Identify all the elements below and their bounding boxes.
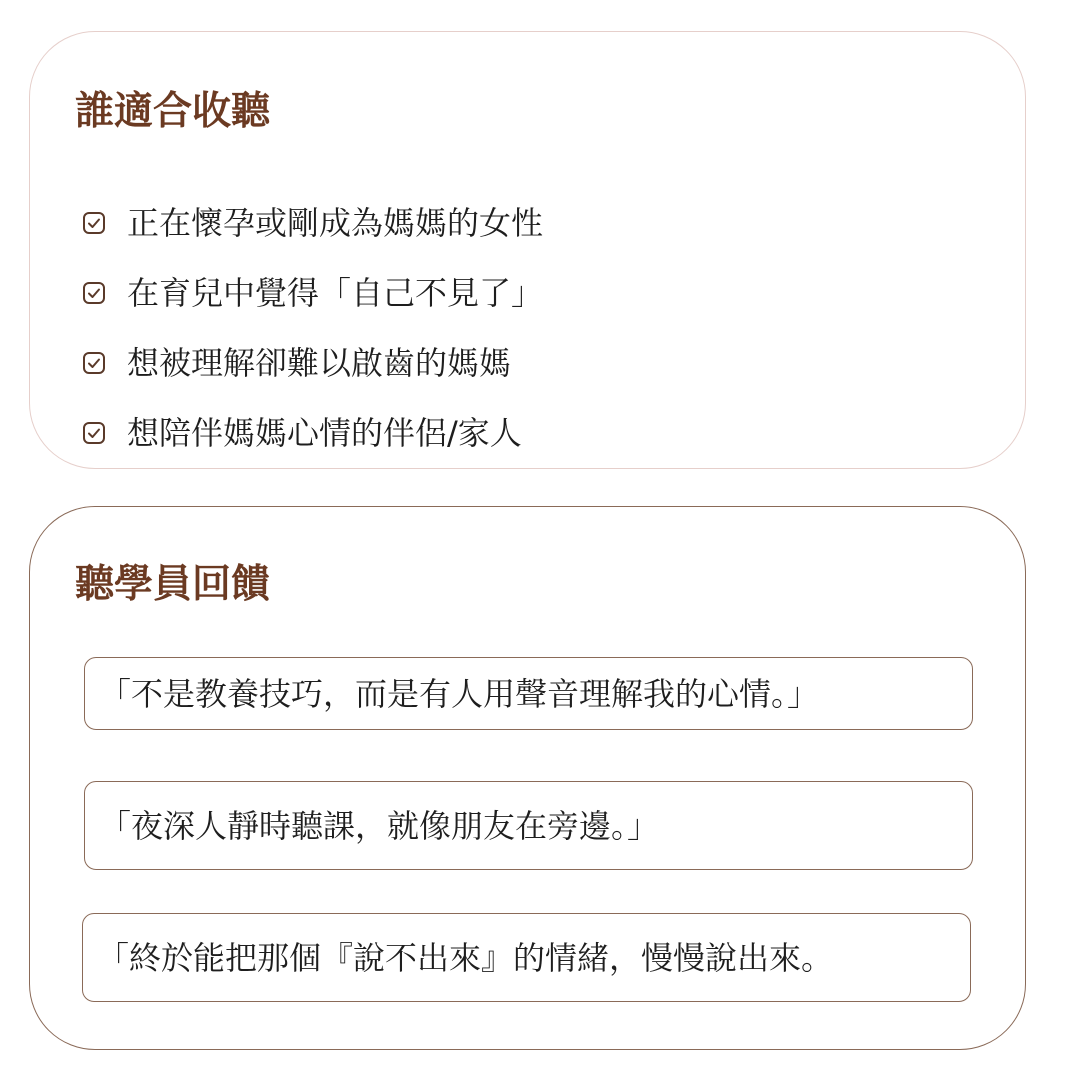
feedback-quote-text: 「不是教養技巧，而是有人用聲音理解我的心情。」 bbox=[99, 674, 820, 713]
checkbox-checked-icon bbox=[82, 281, 106, 305]
feedback-title: 聽學員回饋 bbox=[75, 562, 271, 607]
audience-checklist bbox=[82, 188, 543, 468]
checklist-item-label: 想被理解卻難以啟齒的媽媽 bbox=[127, 344, 512, 382]
checklist-item bbox=[82, 328, 543, 398]
checkbox-checked-icon bbox=[82, 211, 106, 235]
feedback-quote-text: 「終於能把那個『說不出來』的情緒，慢慢說出來。 bbox=[97, 938, 834, 977]
audience-title: 誰適合收聽 bbox=[75, 89, 271, 134]
feedback-quote-box bbox=[84, 657, 973, 730]
feedback-quote-text: 「夜深人靜時聽課，就像朋友在旁邊。」 bbox=[99, 806, 660, 845]
checklist-item-label: 想陪伴媽媽心情的伴侶/家人 bbox=[127, 414, 522, 452]
feedback-quote-box bbox=[82, 913, 971, 1002]
checklist-item-label: 在育兒中覺得「自己不見了」 bbox=[127, 274, 544, 312]
checklist-item bbox=[82, 398, 543, 468]
checklist-item-label: 正在懷孕或剛成為媽媽的女性 bbox=[127, 204, 544, 242]
checkbox-checked-icon bbox=[82, 351, 106, 375]
checklist-item bbox=[82, 188, 543, 258]
checklist-item bbox=[82, 258, 543, 328]
feedback-card bbox=[29, 506, 1026, 1050]
feedback-quote-box bbox=[84, 781, 973, 870]
checkbox-checked-icon bbox=[82, 421, 106, 445]
audience-card bbox=[29, 31, 1026, 469]
